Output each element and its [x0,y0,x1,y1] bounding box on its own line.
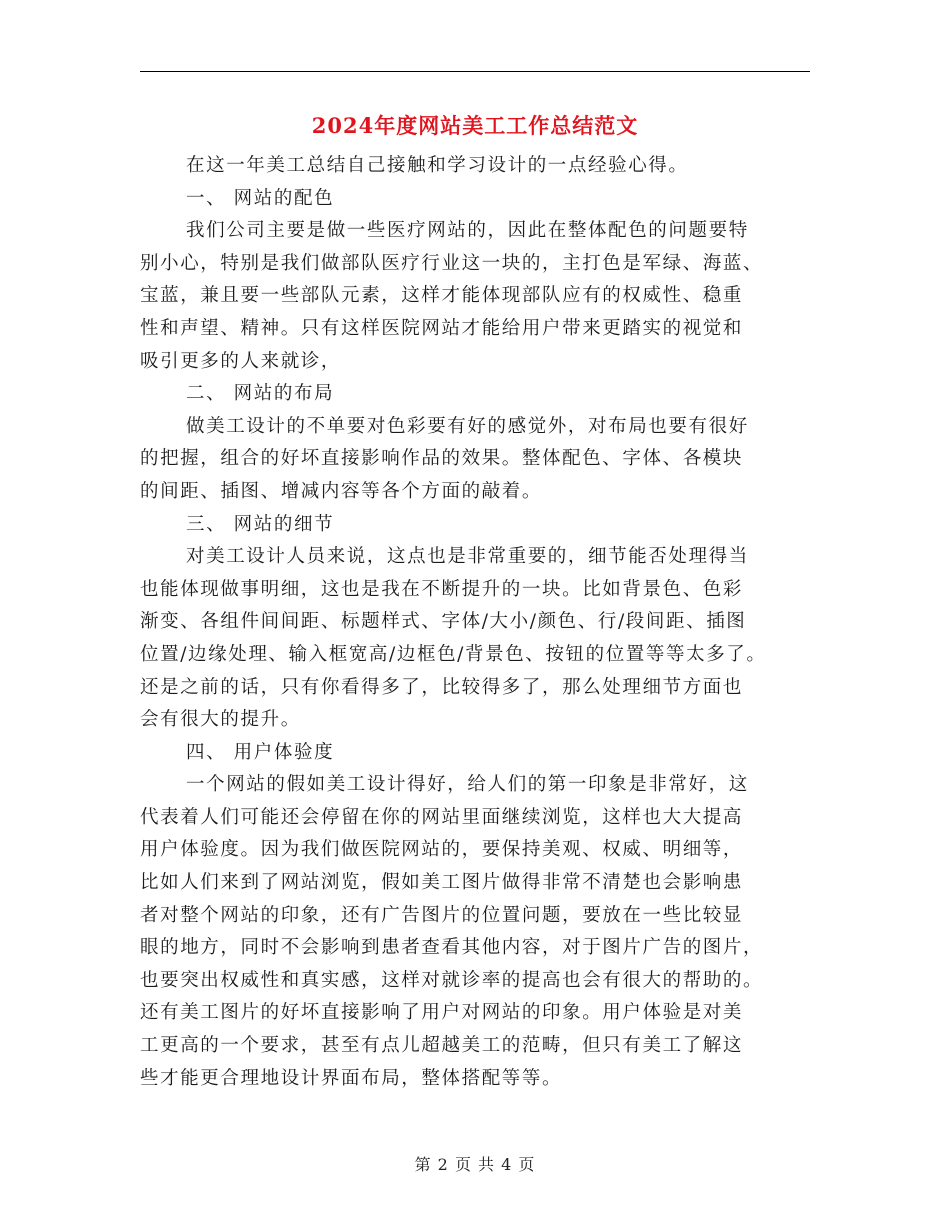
body-line: 吸引更多的人来就诊， [140,350,342,372]
body-line: 用户体验度。因为我们做医院网站的，要保持美观、权威、明细等， [140,839,744,861]
body-line: 我们公司主要是做一些医疗网站的，因此在整体配色的问题要特 [186,220,749,242]
body-line: 位置/边缘处理、输入框宽高/边框色/背景色、按钮的位置等等太多了。 [140,643,767,665]
body-line: 别小心，特别是我们做部队医疗行业这一块的，主打色是军绿、海蓝、 [140,252,764,274]
body-line: 者对整个网站的印象，还有广告图片的位置问题，要放在一些比较显 [140,904,744,926]
body-line: 性和声望、精神。只有这样医院网站才能给用户带来更踏实的视觉和 [140,317,744,339]
section-heading: 三、 网站的细节 [186,513,335,535]
body-line: 眼的地方，同时不会影响到患者查看其他内容，对于图片广告的图片， [140,937,764,959]
body-line: 一个网站的假如美工设计得好，给人们的第一印象是非常好，这 [186,774,749,796]
body-line: 些才能更合理地设计界面布局，整体搭配等等。 [140,1067,563,1089]
body-line: 渐变、各组件间间距、标题样式、字体/大小/颜色、行/段间距、插图 [140,611,747,633]
body-line: 宝蓝，兼且要一些部队元素，这样才能体现部队应有的权威性、稳重 [140,285,744,307]
body-line: 的间距、插图、增减内容等各个方面的敲着。 [140,480,543,502]
body-line: 还有美工图片的好坏直接影响了用户对网站的印象。用户体验是对美 [140,1002,744,1024]
body-line: 代表着人们可能还会停留在你的网站里面继续浏览，这样也大大提高 [140,806,744,828]
section-heading: 二、 网站的布局 [186,383,335,405]
body-line: 也要突出权威性和真实感，这样对就诊率的提高也会有很大的帮助的。 [140,969,764,991]
header-rule [140,71,810,72]
body-line: 工更高的一个要求，甚至有点儿超越美工的范畴，但只有美工了解这 [140,1035,744,1057]
body-line: 也能体现做事明细，这也是我在不断提升的一块。比如背景色、色彩 [140,578,744,600]
page-number: 第 2 页 共 4 页 [414,1155,536,1174]
section-heading: 一、 网站的配色 [186,187,335,209]
body-line: 在这一年美工总结自己接触和学习设计的一点经验心得。 [186,155,689,176]
body-line: 比如人们来到了网站浏览，假如美工图片做得非常不清楚也会影响患 [140,872,744,894]
document-title: 2024年度网站美工工作总结范文 [311,113,639,138]
document-body [140,150,812,1095]
body-line: 对美工设计人员来说，这点也是非常重要的，细节能否处理得当 [186,546,749,568]
body-line: 的把握，组合的好坏直接影响作品的效果。整体配色、字体、各模块 [140,448,744,470]
body-line: 会有很大的提升。 [140,709,301,731]
section-heading: 四、 用户体验度 [186,741,335,763]
body-line: 还是之前的话，只有你看得多了，比较得多了，那么处理细节方面也 [140,676,744,698]
body-line: 做美工设计的不单要对色彩要有好的感觉外，对布局也要有很好 [186,415,749,437]
